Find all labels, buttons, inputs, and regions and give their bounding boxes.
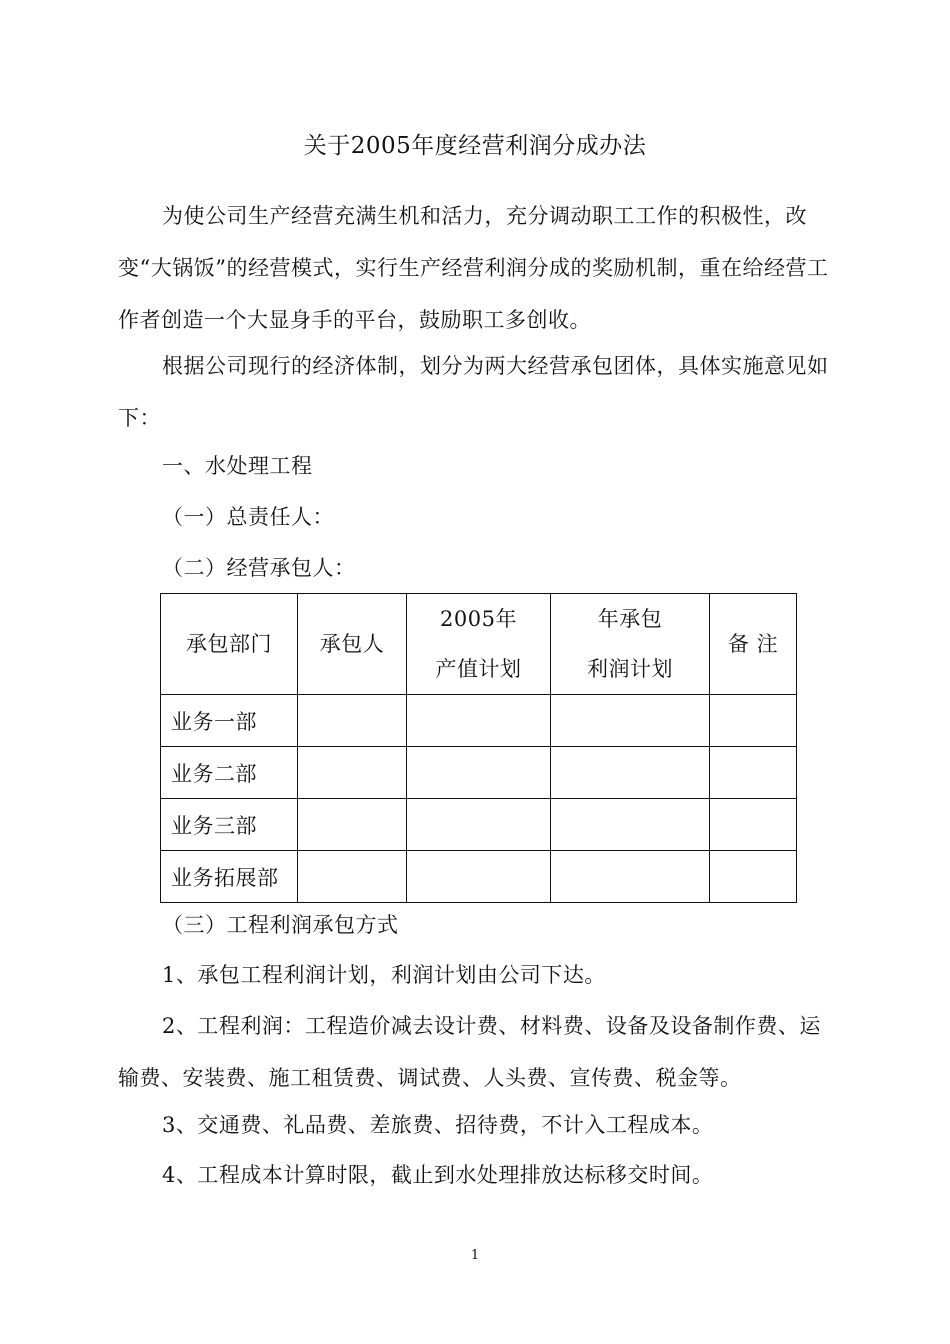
table-row	[161, 799, 797, 851]
subheading-profit-method: （三）工程利润承包方式	[162, 913, 399, 937]
table-cell	[710, 747, 797, 799]
section-heading-water-treatment: 一、水处理工程	[162, 454, 313, 478]
page-number: 1	[470, 1248, 480, 1263]
table-cell	[298, 851, 407, 903]
row-dept: 业务一部	[161, 695, 298, 747]
table-row	[161, 851, 797, 903]
table-cell	[710, 695, 797, 747]
table-cell	[551, 799, 710, 851]
table-cell	[710, 799, 797, 851]
row-dept: 业务二部	[161, 747, 298, 799]
header-person: 承包人	[298, 594, 407, 695]
intro-paragraph: 为使公司生产经营充满生机和活力，充分调动职工工作的积极性，改变“大锅饭”的经营模式，实行生产经营利润分成的奖励机制，重在给经营工作者创造一个大显身手的平台，鼓励职工多创收。	[118, 204, 829, 332]
header-profit-line2: 利润计划	[587, 657, 673, 681]
list-item-4: 4、工程成本计算时限，截止到水处理排放达标移交时间。	[162, 1163, 714, 1187]
contract-table	[160, 593, 797, 903]
table-cell	[298, 695, 407, 747]
header-output-line1: 2005年	[440, 607, 517, 631]
table-cell	[551, 695, 710, 747]
table-cell	[407, 747, 551, 799]
header-profit-line1: 年承包	[597, 607, 663, 631]
header-dept: 承包部门	[161, 594, 298, 695]
table-cell	[298, 747, 407, 799]
table-cell	[407, 695, 551, 747]
table-cell	[407, 799, 551, 851]
header-note: 备 注	[710, 594, 797, 695]
table-cell	[551, 851, 710, 903]
header-profit-plan	[551, 594, 710, 695]
subheading-chief-responsible: （一）总责任人：	[162, 505, 334, 529]
row-dept: 业务拓展部	[161, 851, 298, 903]
table-header-row	[161, 594, 797, 695]
row-dept: 业务三部	[161, 799, 298, 851]
scheme-paragraph: 根据公司现行的经济体制，划分为两大经营承包团体，具体实施意见如下：	[118, 354, 829, 430]
table-cell	[298, 799, 407, 851]
list-item-2: 2、工程利润：工程造价减去设计费、材料费、设备及设备制作费、运输费、安装费、施工租赁费、调试费、人头费、宣传费、税金等。	[118, 1014, 821, 1090]
table-row	[161, 747, 797, 799]
table-cell	[407, 851, 551, 903]
list-item-1: 1、承包工程利润计划，利润计划由公司下达。	[162, 963, 606, 987]
table-row	[161, 695, 797, 747]
header-output-plan	[407, 594, 551, 695]
list-item-3: 3、交通费、礼品费、差旅费、招待费，不计入工程成本。	[162, 1113, 714, 1137]
document-title: 关于2005年度经营利润分成办法	[303, 133, 647, 159]
table-cell	[551, 747, 710, 799]
header-output-line2: 产值计划	[435, 657, 522, 681]
table-cell	[710, 851, 797, 903]
subheading-contractor: （二）经营承包人：	[162, 556, 356, 580]
